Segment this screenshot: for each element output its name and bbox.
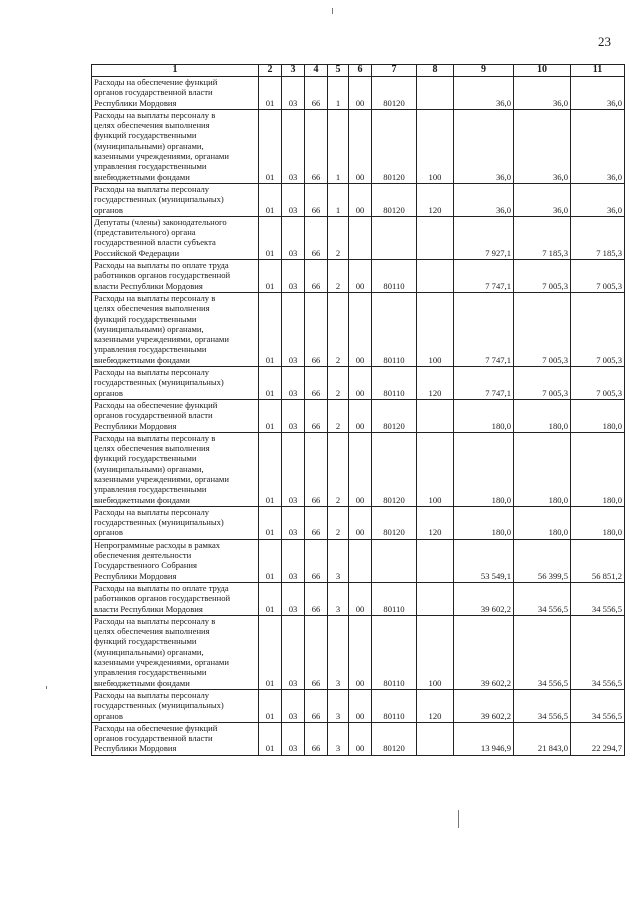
amount-year-3-cell: 34 556,5 <box>571 615 625 689</box>
expense-name-cell <box>92 399 259 432</box>
expense-name-line: государственных (муниципальных) <box>94 377 224 388</box>
chapter-code-cell: 01 <box>259 77 282 110</box>
subsection-code-cell: 66 <box>305 183 328 216</box>
chapter-code-cell: 01 <box>259 689 282 722</box>
expense-name-cell <box>92 260 259 293</box>
expense-name-line: целях обеспечения выполнения <box>94 443 210 454</box>
program-code-cell: 1 <box>328 183 349 216</box>
expense-type-code-cell: 120 <box>417 367 454 400</box>
section-code-cell: 03 <box>282 506 305 539</box>
expense-name-line: обеспечения деятельности <box>94 550 192 561</box>
expense-type-code-cell <box>417 77 454 110</box>
amount-year-1-cell: 36,0 <box>454 183 514 216</box>
expense-name-line: функций государственными <box>94 636 197 647</box>
chapter-code-cell: 01 <box>259 582 282 615</box>
section-code-cell: 03 <box>282 109 305 183</box>
expense-name-line: Государственного Собрания <box>94 560 197 571</box>
section-code-cell: 03 <box>282 582 305 615</box>
table-row <box>92 77 625 110</box>
expense-type-code-cell: 100 <box>417 432 454 506</box>
expense-name-cell <box>92 432 259 506</box>
amount-year-1-cell: 36,0 <box>454 109 514 183</box>
expense-type-code-cell <box>417 216 454 259</box>
expense-name-line: казенными учреждениями, органами <box>94 151 229 162</box>
amount-year-3-cell: 180,0 <box>571 432 625 506</box>
amount-year-2-cell: 34 556,5 <box>514 615 571 689</box>
expense-type-code-cell: 100 <box>417 615 454 689</box>
section-code-cell: 03 <box>282 183 305 216</box>
article-code-cell: 80120 <box>372 183 417 216</box>
expense-name-line: Республики Мордовия <box>94 420 177 431</box>
amount-year-1-cell: 13 946,9 <box>454 722 514 755</box>
header-cell: 10 <box>514 65 571 77</box>
amount-year-3-cell: 7 005,3 <box>571 367 625 400</box>
scan-speck <box>46 686 47 689</box>
section-code-cell: 03 <box>282 399 305 432</box>
subsection-code-cell: 66 <box>305 722 328 755</box>
expense-name-line: целях обеспечения выполнения <box>94 120 210 131</box>
subsection-code-cell: 66 <box>305 292 328 366</box>
program-code-cell: 2 <box>328 432 349 506</box>
program-code-cell: 2 <box>328 260 349 293</box>
section-code-cell: 03 <box>282 77 305 110</box>
header-cell: 8 <box>417 65 454 77</box>
table-row <box>92 582 625 615</box>
amount-year-2-cell: 36,0 <box>514 183 571 216</box>
expense-type-code-cell <box>417 722 454 755</box>
subprogram-code-cell: 00 <box>349 722 372 755</box>
subsection-code-cell: 66 <box>305 367 328 400</box>
expense-name-line: органов государственной власти <box>94 733 213 744</box>
table-row <box>92 722 625 755</box>
chapter-code-cell: 01 <box>259 506 282 539</box>
budget-table <box>91 64 625 756</box>
program-code-cell: 2 <box>328 216 349 259</box>
expense-name-line: Российской Федерации <box>94 247 180 258</box>
table-row <box>92 292 625 366</box>
header-cell: 9 <box>454 65 514 77</box>
expense-name-line: казенными учреждениями, органами <box>94 334 229 345</box>
expense-name-line: целях обеспечения выполнения <box>94 626 210 637</box>
expense-name-line: Расходы на выплаты персоналу в <box>94 615 216 626</box>
subprogram-code-cell <box>349 539 372 582</box>
amount-year-1-cell: 39 602,2 <box>454 582 514 615</box>
header-cell: 5 <box>328 65 349 77</box>
article-code-cell: 80110 <box>372 367 417 400</box>
expense-name-line: Расходы на выплаты по оплате труда <box>94 260 229 271</box>
expense-name-line: Расходы на выплаты персоналу <box>94 367 210 378</box>
amount-year-2-cell: 36,0 <box>514 77 571 110</box>
chapter-code-cell: 01 <box>259 109 282 183</box>
page-number: 23 <box>598 34 611 49</box>
table-body <box>92 77 625 756</box>
expense-name-cell <box>92 367 259 400</box>
amount-year-3-cell: 7 005,3 <box>571 260 625 293</box>
section-code-cell: 03 <box>282 539 305 582</box>
section-code-cell: 03 <box>282 216 305 259</box>
subprogram-code-cell: 00 <box>349 292 372 366</box>
expense-name-line: Расходы на обеспечение функций <box>94 722 218 733</box>
subsection-code-cell: 66 <box>305 109 328 183</box>
table-row <box>92 260 625 293</box>
section-code-cell: 03 <box>282 432 305 506</box>
expense-name-cell <box>92 109 259 183</box>
expense-name-line: Республики Мордовия <box>94 570 177 581</box>
program-code-cell: 3 <box>328 689 349 722</box>
amount-year-1-cell: 39 602,2 <box>454 689 514 722</box>
amount-year-2-cell: 7 005,3 <box>514 260 571 293</box>
table-row <box>92 615 625 689</box>
expense-name-line: Расходы на обеспечение функций <box>94 399 218 410</box>
expense-name-cell <box>92 77 259 110</box>
amount-year-1-cell: 7 747,1 <box>454 260 514 293</box>
expense-type-code-cell: 120 <box>417 183 454 216</box>
program-code-cell: 1 <box>328 77 349 110</box>
expense-name-line: органов <box>94 387 123 398</box>
amount-year-3-cell: 7 185,3 <box>571 216 625 259</box>
expense-name-cell <box>92 216 259 259</box>
expense-name-line: государственной власти субъекта <box>94 237 216 248</box>
subprogram-code-cell: 00 <box>349 109 372 183</box>
amount-year-2-cell: 21 843,0 <box>514 722 571 755</box>
amount-year-3-cell: 34 556,5 <box>571 582 625 615</box>
expense-name-cell <box>92 506 259 539</box>
subsection-code-cell: 66 <box>305 216 328 259</box>
amount-year-2-cell: 56 399,5 <box>514 539 571 582</box>
expense-name-line: власти Республики Мордовия <box>94 280 203 291</box>
expense-name-line: Расходы на выплаты персоналу в <box>94 432 216 443</box>
amount-year-1-cell: 180,0 <box>454 399 514 432</box>
expense-name-line: управления государственными <box>94 484 207 495</box>
expense-name-cell <box>92 582 259 615</box>
article-code-cell <box>372 216 417 259</box>
table-row <box>92 399 625 432</box>
section-code-cell: 03 <box>282 722 305 755</box>
expense-name-line: казенными учреждениями, органами <box>94 473 229 484</box>
amount-year-3-cell: 180,0 <box>571 399 625 432</box>
subsection-code-cell: 66 <box>305 399 328 432</box>
expense-name-cell <box>92 722 259 755</box>
expense-name-line: органов государственной власти <box>94 87 213 98</box>
program-code-cell: 3 <box>328 722 349 755</box>
amount-year-3-cell: 7 005,3 <box>571 292 625 366</box>
expense-name-line: государственных (муниципальных) <box>94 517 224 528</box>
table-row <box>92 506 625 539</box>
header-cell: 11 <box>571 65 625 77</box>
expense-name-line: управления государственными <box>94 344 207 355</box>
expense-name-line: управления государственными <box>94 161 207 172</box>
chapter-code-cell: 01 <box>259 216 282 259</box>
amount-year-2-cell: 180,0 <box>514 432 571 506</box>
table-row <box>92 689 625 722</box>
article-code-cell: 80110 <box>372 582 417 615</box>
subprogram-code-cell: 00 <box>349 260 372 293</box>
table-row <box>92 216 625 259</box>
amount-year-3-cell: 34 556,5 <box>571 689 625 722</box>
expense-name-line: функций государственными <box>94 453 197 464</box>
amount-year-3-cell: 180,0 <box>571 506 625 539</box>
chapter-code-cell: 01 <box>259 722 282 755</box>
article-code-cell: 80120 <box>372 77 417 110</box>
subsection-code-cell: 66 <box>305 615 328 689</box>
amount-year-2-cell: 180,0 <box>514 399 571 432</box>
header-cell: 4 <box>305 65 328 77</box>
expense-name-line: функций государственными <box>94 313 197 324</box>
amount-year-1-cell: 7 747,1 <box>454 367 514 400</box>
expense-name-line: Расходы на выплаты по оплате труда <box>94 582 229 593</box>
table-row <box>92 183 625 216</box>
article-code-cell <box>372 539 417 582</box>
expense-name-line: Расходы на выплаты персоналу в <box>94 292 216 303</box>
subsection-code-cell: 66 <box>305 506 328 539</box>
amount-year-1-cell: 7 747,1 <box>454 292 514 366</box>
program-code-cell: 2 <box>328 367 349 400</box>
expense-name-line: целях обеспечения выполнения <box>94 303 210 314</box>
expense-name-line: Расходы на выплаты персоналу <box>94 689 210 700</box>
header-cell: 2 <box>259 65 282 77</box>
section-code-cell: 03 <box>282 367 305 400</box>
expense-name-line: (муниципальными) органами, <box>94 646 204 657</box>
header-row <box>92 65 625 77</box>
article-code-cell: 80110 <box>372 292 417 366</box>
expense-name-line: управления государственными <box>94 667 207 678</box>
chapter-code-cell: 01 <box>259 260 282 293</box>
subprogram-code-cell: 00 <box>349 183 372 216</box>
table-row <box>92 367 625 400</box>
expense-name-line: Депутаты (члены) законодательного <box>94 216 227 227</box>
subsection-code-cell: 66 <box>305 77 328 110</box>
article-code-cell: 80120 <box>372 109 417 183</box>
subsection-code-cell: 66 <box>305 432 328 506</box>
amount-year-2-cell: 36,0 <box>514 109 571 183</box>
article-code-cell: 80120 <box>372 506 417 539</box>
subprogram-code-cell: 00 <box>349 615 372 689</box>
amount-year-2-cell: 180,0 <box>514 506 571 539</box>
table-row <box>92 109 625 183</box>
subsection-code-cell: 66 <box>305 582 328 615</box>
expense-type-code-cell <box>417 539 454 582</box>
expense-type-code-cell: 120 <box>417 506 454 539</box>
expense-type-code-cell: 100 <box>417 292 454 366</box>
scan-speck <box>458 810 459 828</box>
subprogram-code-cell: 00 <box>349 367 372 400</box>
expense-name-line: внебюджетными фондами <box>94 171 190 182</box>
expense-name-line: государственных (муниципальных) <box>94 700 224 711</box>
program-code-cell: 1 <box>328 109 349 183</box>
chapter-code-cell: 01 <box>259 367 282 400</box>
subprogram-code-cell: 00 <box>349 582 372 615</box>
subprogram-code-cell: 00 <box>349 399 372 432</box>
amount-year-3-cell: 56 851,2 <box>571 539 625 582</box>
expense-name-cell <box>92 539 259 582</box>
article-code-cell: 80110 <box>372 260 417 293</box>
chapter-code-cell: 01 <box>259 183 282 216</box>
header-cell: 6 <box>349 65 372 77</box>
amount-year-1-cell: 7 927,1 <box>454 216 514 259</box>
program-code-cell: 2 <box>328 399 349 432</box>
section-code-cell: 03 <box>282 615 305 689</box>
expense-name-line: власти Республики Мордовия <box>94 603 203 614</box>
subsection-code-cell: 66 <box>305 689 328 722</box>
amount-year-1-cell: 36,0 <box>454 77 514 110</box>
article-code-cell: 80120 <box>372 399 417 432</box>
chapter-code-cell: 01 <box>259 539 282 582</box>
amount-year-3-cell: 36,0 <box>571 109 625 183</box>
expense-name-line: казенными учреждениями, органами <box>94 657 229 668</box>
header-cell: 1 <box>92 65 259 77</box>
section-code-cell: 03 <box>282 689 305 722</box>
amount-year-1-cell: 39 602,2 <box>454 615 514 689</box>
expense-type-code-cell <box>417 260 454 293</box>
expense-name-line: органов <box>94 204 123 215</box>
expense-name-line: Расходы на выплаты персоналу <box>94 183 210 194</box>
expense-name-line: работников органов государственной <box>94 270 231 281</box>
amount-year-3-cell: 36,0 <box>571 77 625 110</box>
chapter-code-cell: 01 <box>259 432 282 506</box>
program-code-cell: 3 <box>328 539 349 582</box>
subprogram-code-cell: 00 <box>349 689 372 722</box>
subprogram-code-cell <box>349 216 372 259</box>
expense-name-line: Республики Мордовия <box>94 743 177 754</box>
expense-name-line: органов <box>94 710 123 721</box>
expense-name-cell <box>92 292 259 366</box>
chapter-code-cell: 01 <box>259 399 282 432</box>
table-row <box>92 539 625 582</box>
amount-year-1-cell: 180,0 <box>454 506 514 539</box>
expense-name-line: внебюджетными фондами <box>94 354 190 365</box>
section-code-cell: 03 <box>282 292 305 366</box>
scan-speck <box>332 8 333 14</box>
expense-name-line: Расходы на обеспечение функций <box>94 77 218 87</box>
article-code-cell: 80120 <box>372 432 417 506</box>
expense-name-line: Непрограммные расходы в рамках <box>94 539 221 550</box>
amount-year-2-cell: 7 005,3 <box>514 367 571 400</box>
header-cell: 3 <box>282 65 305 77</box>
expense-name-line: (муниципальными) органами, <box>94 463 204 474</box>
expense-type-code-cell: 100 <box>417 109 454 183</box>
expense-type-code-cell <box>417 582 454 615</box>
subsection-code-cell: 66 <box>305 539 328 582</box>
subprogram-code-cell: 00 <box>349 432 372 506</box>
subprogram-code-cell: 00 <box>349 506 372 539</box>
expense-name-line: органов государственной власти <box>94 410 213 421</box>
expense-name-line: государственных (муниципальных) <box>94 194 224 205</box>
expense-type-code-cell <box>417 399 454 432</box>
amount-year-1-cell: 180,0 <box>454 432 514 506</box>
amount-year-2-cell: 34 556,5 <box>514 689 571 722</box>
expense-name-line: (представительного) органа <box>94 227 196 238</box>
expense-type-code-cell: 120 <box>417 689 454 722</box>
program-code-cell: 2 <box>328 506 349 539</box>
expense-name-line: (муниципальными) органами, <box>94 323 204 334</box>
expense-name-line: функций государственными <box>94 130 197 141</box>
amount-year-2-cell: 34 556,5 <box>514 582 571 615</box>
program-code-cell: 3 <box>328 615 349 689</box>
article-code-cell: 80110 <box>372 615 417 689</box>
program-code-cell: 2 <box>328 292 349 366</box>
amount-year-2-cell: 7 005,3 <box>514 292 571 366</box>
expense-name-line: внебюджетными фондами <box>94 494 190 505</box>
amount-year-1-cell: 53 549,1 <box>454 539 514 582</box>
amount-year-3-cell: 22 294,7 <box>571 722 625 755</box>
amount-year-3-cell: 36,0 <box>571 183 625 216</box>
table-row <box>92 432 625 506</box>
expense-name-line: органов <box>94 527 123 538</box>
expense-name-cell <box>92 689 259 722</box>
article-code-cell: 80120 <box>372 722 417 755</box>
expense-name-line: Республики Мордовия <box>94 97 177 108</box>
expense-name-line: (муниципальными) органами, <box>94 140 204 151</box>
amount-year-2-cell: 7 185,3 <box>514 216 571 259</box>
expense-name-line: Расходы на выплаты персоналу <box>94 506 210 517</box>
chapter-code-cell: 01 <box>259 615 282 689</box>
expense-name-line: Расходы на выплаты персоналу в <box>94 109 216 120</box>
section-code-cell: 03 <box>282 260 305 293</box>
expense-name-cell <box>92 615 259 689</box>
header-cell: 7 <box>372 65 417 77</box>
article-code-cell: 80110 <box>372 689 417 722</box>
subsection-code-cell: 66 <box>305 260 328 293</box>
expense-name-line: работников органов государственной <box>94 593 231 604</box>
expense-name-cell <box>92 183 259 216</box>
subprogram-code-cell: 00 <box>349 77 372 110</box>
chapter-code-cell: 01 <box>259 292 282 366</box>
expense-name-line: внебюджетными фондами <box>94 677 190 688</box>
program-code-cell: 3 <box>328 582 349 615</box>
